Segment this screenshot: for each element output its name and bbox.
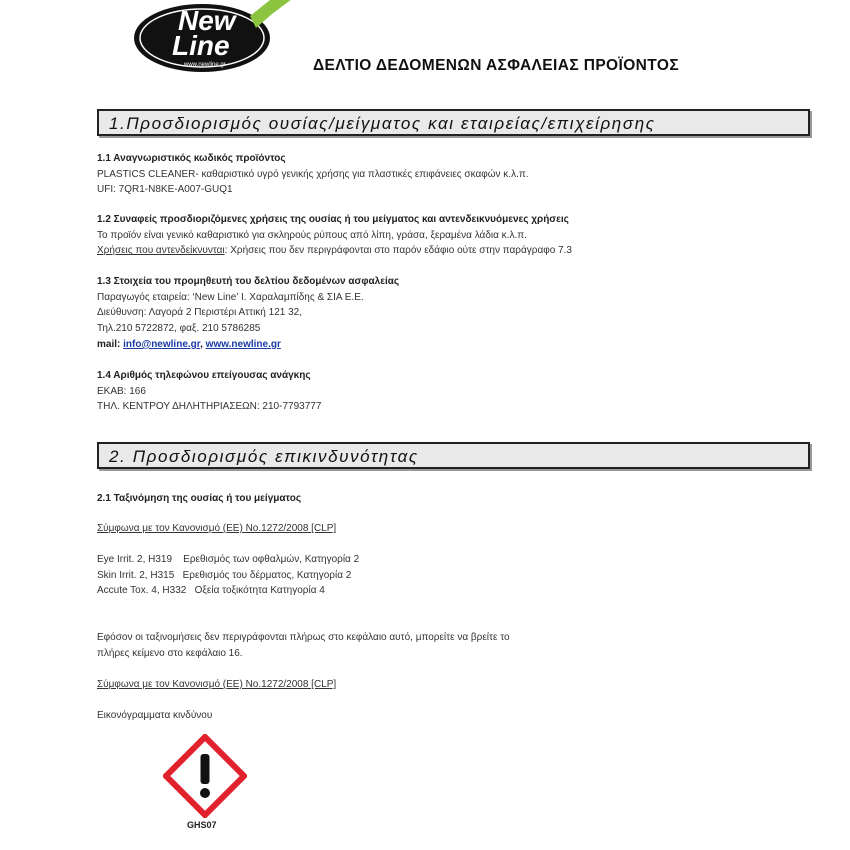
website-link[interactable]: www.newline.gr [205, 338, 281, 350]
pictograms-label: Εικονόγραμματα κινδύνου [97, 710, 213, 721]
note-line-2: πλήρες κείμενο στο κεφάλαιο 16. [97, 647, 243, 659]
regulation-text-2: Σύμφωνα με τον Κανονισμό (ΕΕ) No.1272/2008 [CLP] [97, 679, 337, 690]
contraindicated-uses [97, 243, 572, 259]
regulation-reference-1 [97, 521, 336, 537]
section-1-header [97, 109, 810, 136]
subsection-1-3 [97, 274, 399, 353]
contraindicated-text: : Χρήσεις που δεν περιγράφονται στο παρόν εδάφιο ούτε στην παράγραφο 7.3 [224, 245, 572, 257]
ghs07-exclamation-icon [163, 734, 247, 818]
subsection-1-4-title: 1.4 Αριθμός τηλεφώνου επείγουσας ανάγκης [97, 370, 311, 381]
hazard-item: Skin Irrit. 2, H315 Ερεθισμός του δέρματος, Κατηγορία 2 [97, 569, 352, 581]
subsection-1-2 [97, 212, 572, 259]
subsection-2-1-title: 2.1 Ταξινόμηση της ουσίας ή του μείγματος [97, 493, 302, 504]
note-line-1: Εφόσον οι ταξινομήσεις δεν περιγράφονται πλήρως στο κεφάλαιο αυτό, μπορείτε να βρείτε το [97, 632, 510, 643]
email-link[interactable]: info@newline.gr [123, 338, 201, 350]
contraindicated-label: Χρήσεις που αντενδείκνυνται [97, 245, 225, 257]
subsection-1-1-title: 1.1 Αναγνωριστικός κωδικός προϊόντος [97, 153, 286, 164]
hazard-list [97, 552, 359, 599]
phone-fax-line: Τηλ.210 5722872, φαξ. 210 5786285 [97, 323, 261, 335]
subsection-2-1 [97, 491, 301, 507]
subsection-1-1 [97, 151, 529, 198]
product-description: PLASTICS CLEANER- καθαριστικό υγρό γενικής χρήσης για πλαστικές επιφάνειες σκαφών κ.λ.π. [97, 168, 529, 180]
ufi-code: UFI: 7QR1-N8KE-A007-GUQ1 [97, 184, 233, 196]
logo-url: www.newline.gr [184, 62, 226, 68]
subsection-1-3-title: 1.3 Στοιχεία του προμηθευτή του δελτίου δεδομένων ασφαλείας [97, 276, 400, 287]
contact-separator: , [200, 338, 203, 350]
mail-label: mail: [97, 338, 121, 350]
section-2-title: 2. Προσδιορισμός επικινδυνότητας [109, 447, 419, 466]
section-1-title: 1.Προσδιορισμός ουσίας/μείγματος και εταιρείας/επιχείρησης [109, 114, 656, 133]
ekab-number: ΕΚΑΒ: 166 [97, 385, 146, 397]
pictograms-heading [97, 708, 212, 724]
newline-logo [132, 0, 312, 74]
address-line: Διεύθυνση: Λαγορά 2 Περιστέρι Αττική 121 32, [97, 307, 303, 319]
subsection-1-4 [97, 368, 321, 415]
hazard-item: Eye Irrit. 2, H319 Ερεθισμός των οφθαλμών, Κατηγορία 2 [97, 554, 360, 565]
logo-text-line2: Line [172, 30, 230, 61]
intended-use: Το προϊόν είναι γενικό καθαριστικό για σκληρούς ρύπους από λίπη, γράσα, ξεραμένα λάδια κ.λ.π. [97, 229, 527, 241]
classification-note [97, 630, 510, 661]
document-title: ΔΕΛΤΙΟ ΔΕΔΟΜΕΝΩΝ ΑΣΦΑΛΕΙΑΣ ΠΡΟΪΟΝΤΟΣ [313, 57, 680, 74]
poison-center-number: ΤΗΛ. ΚΕΝΤΡΟΥ ΔΗΛΗΤΗΡΙΑΣΕΩΝ: 210-7793777 [97, 401, 322, 413]
ghs07-label: GHS07 [187, 820, 217, 830]
regulation-reference-2 [97, 677, 336, 693]
regulation-text-1: Σύμφωνα με τον Κανονισμό (ΕΕ) No.1272/2008 [CLP] [97, 523, 337, 534]
logo-text-line1: New [178, 5, 236, 36]
hazard-item: Accute Tox. 4, H332 Οξεία τοξικότητα Κατηγορία 4 [97, 585, 325, 597]
subsection-1-2-title: 1.2 Συναφείς προσδιοριζόμενες χρήσεις της ουσίας ή του μείγματος και αντενδεικνυόμενες χρήσεις [97, 214, 569, 225]
contact-line [97, 337, 399, 353]
section-2-header [97, 442, 810, 469]
manufacturer-line: Παραγωγός εταιρεία: ‘New Line’ Ι. Χαραλαμπίδης & ΣΙΑ Ε.Ε. [97, 291, 364, 303]
